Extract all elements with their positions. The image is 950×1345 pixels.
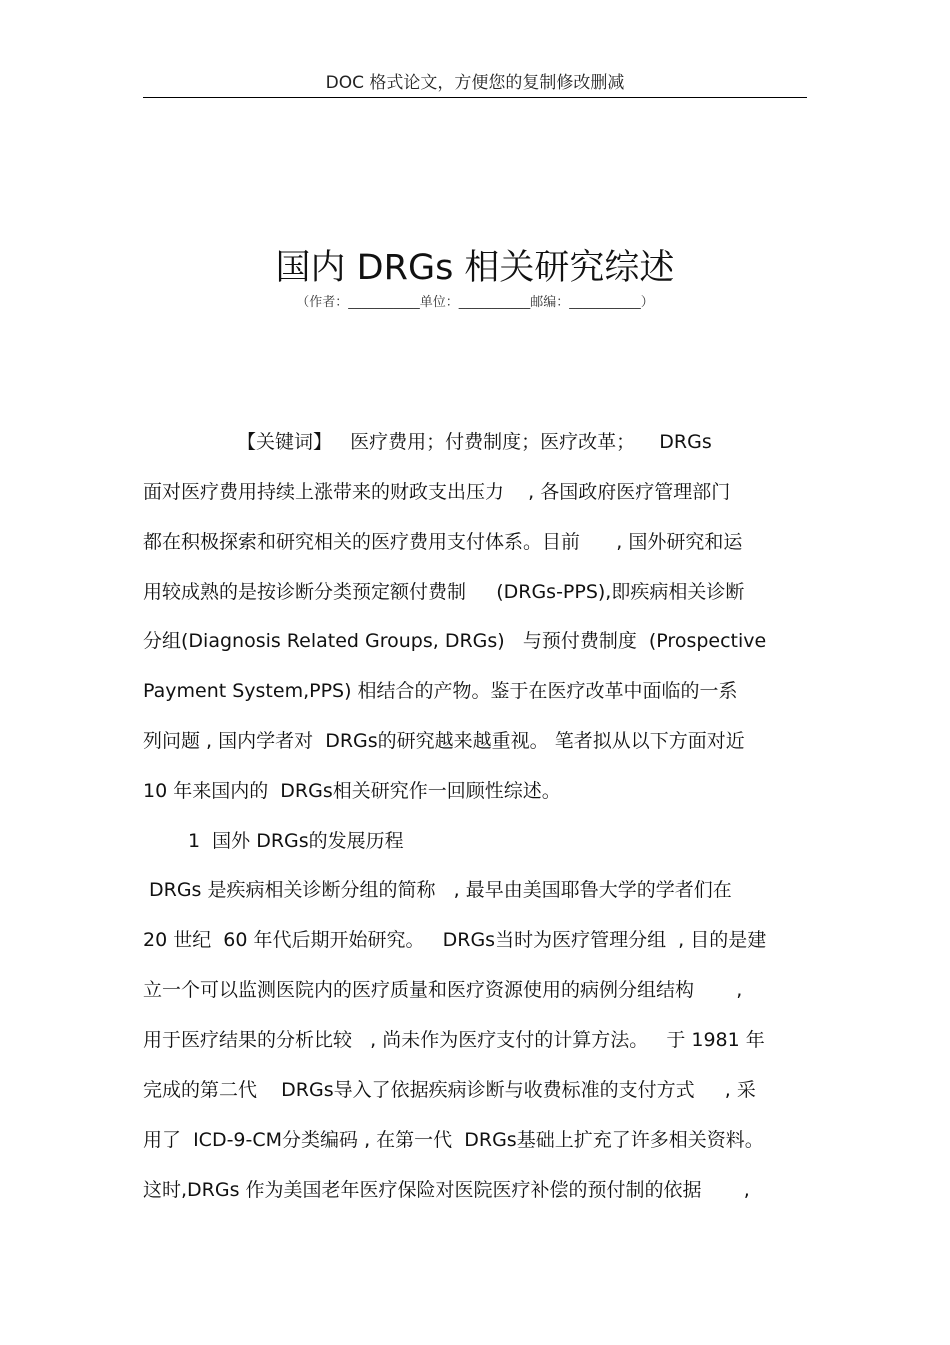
body-line: Payment System,PPS) 相结合的产物。鉴于在医疗改革中面临的一系	[143, 680, 738, 702]
body-line: 用较成熟的是按诊断分类预定额付费制 (DRGs-PPS),即疾病相关诊断	[143, 581, 745, 603]
body-line: 10 年来国内的 DRGs相关研究作一回顾性综述。	[143, 780, 561, 802]
keywords-line: 【关键词】 医疗费用；付费制度；医疗改革； DRGs	[237, 431, 712, 453]
section-line: 20 世纪 60 年代后期开始研究。 DRGs当时为医疗管理分组 , 目的是建	[143, 929, 767, 951]
section-line: 用于医疗结果的分析比较 , 尚未作为医疗支付的计算方法。 于 1981 年	[143, 1029, 765, 1051]
header-divider	[143, 97, 807, 98]
author-byline: （作者：___________单位：___________邮编：___________）	[296, 295, 654, 310]
document-title: 国内 DRGs 相关研究综述	[275, 248, 675, 289]
body-line: 面对医疗费用持续上涨带来的财政支出压力 , 各国政府医疗管理部门	[143, 481, 731, 503]
body-line: 列问题 , 国内学者对 DRGs的研究越来越重视。 笔者拟从以下方面对近	[143, 730, 745, 752]
body-line: 分组(Diagnosis Related Groups, DRGs) 与预付费制度 (Prospective	[143, 630, 767, 652]
section-line: DRGs 是疾病相关诊断分组的简称 , 最早由美国耶鲁大学的学者们在	[149, 879, 732, 901]
section-line: 这时,DRGs 作为美国老年医疗保险对医院医疗补偿的预付制的依据 ,	[143, 1179, 750, 1201]
section-line: 完成的第二代 DRGs导入了依据疾病诊断与收费标准的支付方式 , 采	[143, 1079, 756, 1101]
section-line: 立一个可以监测医院内的医疗质量和医疗资源使用的病例分组结构 ,	[143, 979, 743, 1001]
page-header: DOC 格式论文，方便您的复制修改删减	[325, 73, 625, 93]
section-heading: 1 国外 DRGs的发展历程	[188, 830, 404, 852]
section-line: 用了 ICD-9-CM分类编码 , 在第一代 DRGs基础上扩充了许多相关资料。	[143, 1129, 764, 1151]
body-line: 都在积极探索和研究相关的医疗费用支付体系。目前 , 国外研究和运	[143, 531, 743, 553]
